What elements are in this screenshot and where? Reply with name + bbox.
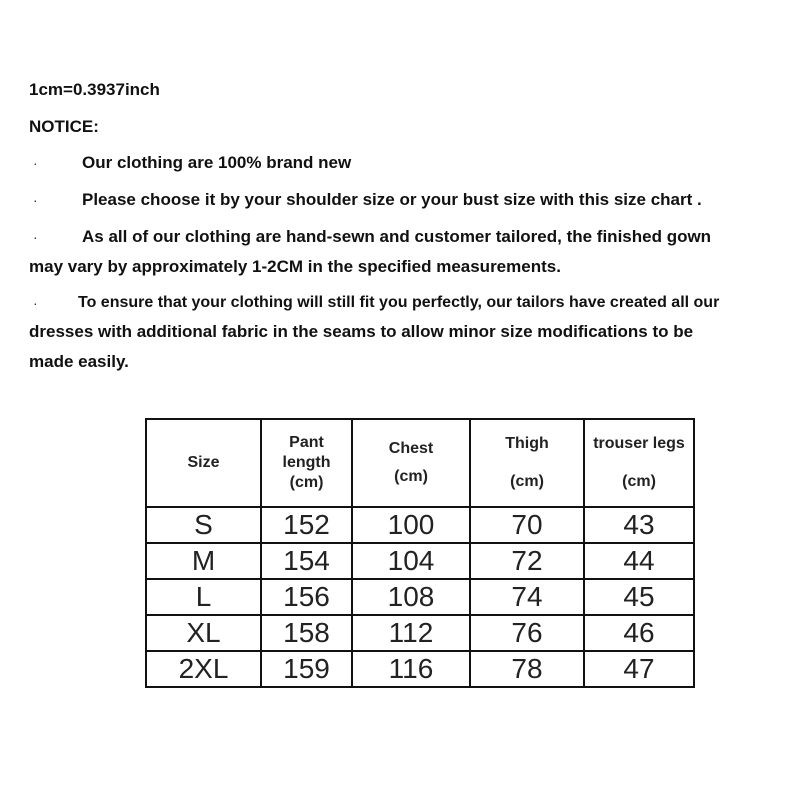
cell-trouser-legs: 44 <box>584 543 694 579</box>
cell-pant-length: 152 <box>261 507 352 543</box>
bullet-1: · <box>33 155 38 171</box>
cell-trouser-legs: 46 <box>584 615 694 651</box>
cell-chest: 108 <box>352 579 470 615</box>
notice-3-line-1: As all of our clothing are hand-sewn and customer tailored, the finished gown <box>82 227 712 246</box>
notice-4-line-3: made easily. <box>29 352 129 371</box>
cell-size: L <box>146 579 261 615</box>
table-header-row <box>146 419 694 507</box>
notice-1: Our clothing are 100% brand new <box>82 153 352 172</box>
notice-3-line-2: may vary by approximately 1-2CM in the specified measurements. <box>29 257 561 276</box>
cell-thigh: 76 <box>470 615 584 651</box>
cell-pant-length: 154 <box>261 543 352 579</box>
notice-title: NOTICE: <box>29 117 99 136</box>
bullet-4: · <box>33 295 38 311</box>
cell-size: S <box>146 507 261 543</box>
cell-size: XL <box>146 615 261 651</box>
cell-trouser-legs: 43 <box>584 507 694 543</box>
cell-chest: 112 <box>352 615 470 651</box>
cell-trouser-legs: 45 <box>584 579 694 615</box>
table-row <box>146 615 694 651</box>
bullet-2: · <box>33 192 38 208</box>
cell-size: M <box>146 543 261 579</box>
table-row <box>146 507 694 543</box>
cell-thigh: 72 <box>470 543 584 579</box>
cell-pant-length: 158 <box>261 615 352 651</box>
table-row <box>146 651 694 687</box>
header-trouser-legs: trouser legs (cm) <box>584 419 694 507</box>
header-thigh: Thigh (cm) <box>470 419 584 507</box>
header-chest: Chest (cm) <box>352 419 470 507</box>
cell-pant-length: 159 <box>261 651 352 687</box>
bullet-3: · <box>33 229 38 245</box>
notice-4-line-2: dresses with additional fabric in the seams to allow minor size modifications to be <box>29 322 694 341</box>
header-size: Size <box>146 419 261 507</box>
cell-trouser-legs: 47 <box>584 651 694 687</box>
cell-chest: 100 <box>352 507 470 543</box>
notice-2: Please choose it by your shoulder size or your bust size with this size chart . <box>82 190 702 209</box>
cell-pant-length: 156 <box>261 579 352 615</box>
cell-size: 2XL <box>146 651 261 687</box>
header-pant-length: Pant length (cm) <box>261 419 352 507</box>
cell-chest: 104 <box>352 543 470 579</box>
conversion-note: 1cm=0.3937inch <box>29 80 160 99</box>
cell-thigh: 74 <box>470 579 584 615</box>
size-chart-table <box>145 418 695 688</box>
cell-thigh: 70 <box>470 507 584 543</box>
table-row <box>146 579 694 615</box>
cell-thigh: 78 <box>470 651 584 687</box>
table-row <box>146 543 694 579</box>
cell-chest: 116 <box>352 651 470 687</box>
notice-4-line-1: To ensure that your clothing will still fit you perfectly, our tailors have created all our <box>78 294 720 311</box>
